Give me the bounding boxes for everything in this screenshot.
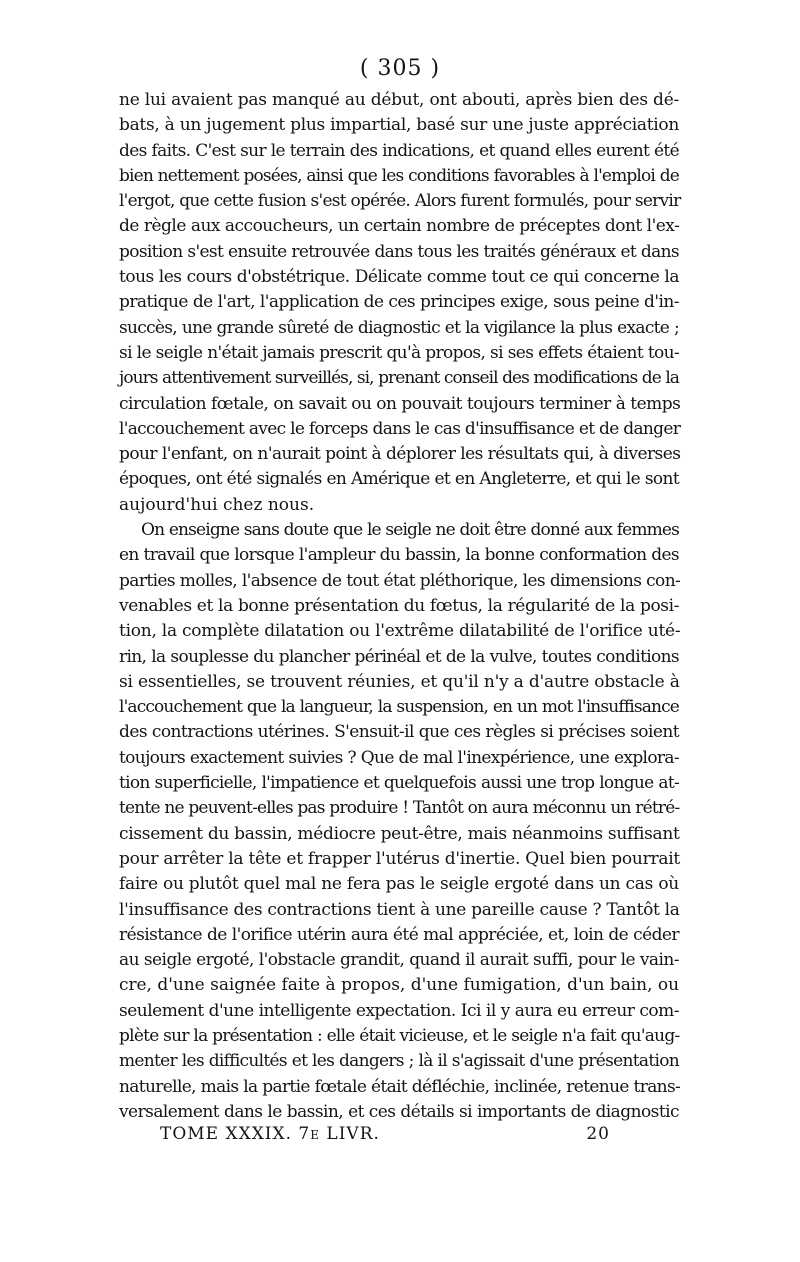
signature-mark: TOME XXXIX. 7e LIVR.	[160, 1124, 380, 1144]
text-line: des contractions utérines. S'ensuit-il que ces règles si précises soient	[119, 722, 680, 743]
text-line: si essentielles, se trouvent réunies, et qu'il n'y a d'autre obstacle à	[119, 671, 680, 692]
text-line: tente ne peuvent-elles pas produire ! Tantôt on aura méconnu un rétré-	[119, 798, 680, 819]
text-line: plète sur la présentation : elle était vicieuse, et le seigle n'a fait qu'aug-	[119, 1025, 680, 1046]
text-line: bats, à un jugement plus impartial, basé sur une juste appréciation	[119, 115, 679, 136]
text-line: de règle aux accoucheurs, un certain nombre de préceptes dont l'ex-	[119, 216, 680, 237]
text-line: en travail que lorsque l'ampleur du bassin, la bonne conformation des	[119, 545, 679, 566]
text-line: l'insuffisance des contractions tient à une pareille cause ? Tantôt la	[119, 899, 680, 920]
text-line: au seigle ergoté, l'obstacle grandit, quand il aurait suffi, pour le vain-	[119, 950, 679, 971]
text-line: résistance de l'orifice utérin aura été mal appréciée, et, loin de céder	[119, 924, 679, 945]
text-line: cissement du bassin, médiocre peut-être, mais néanmoins suffisant	[119, 823, 680, 844]
text-line: l'ergot, que cette fusion s'est opérée. Alors furent formulés, pour servir	[119, 191, 681, 212]
text-line: pour arrêter la tête et frapper l'utérus d'inertie. Quel bien pourrait	[119, 848, 680, 869]
text-line: jours attentivement surveillés, si, prenant conseil des modifications de la	[119, 368, 679, 389]
text-line: tion superficielle, l'impatience et quelquefois aussi une trop longue at-	[119, 773, 679, 794]
sheet-number: 20	[586, 1124, 610, 1144]
text-line: cre, d'une saignée faite à propos, d'une fumigation, d'un bain, ou	[119, 975, 679, 996]
text-line: pratique de l'art, l'application de ces principes exige, sous peine d'in-	[119, 292, 679, 313]
text-line: l'accouchement avec le forceps dans le cas d'insuffisance et de danger	[119, 418, 681, 439]
text-line: des faits. C'est sur le terrain des indications, et quand elles eurent été	[119, 140, 679, 161]
page-number: ( 305 )	[359, 56, 441, 81]
text-line: versalement dans le bassin, et ces détails si importants de diagnostic	[119, 1101, 679, 1122]
text-line: si le seigle n'était jamais prescrit qu'à propos, si ses effets étaient tou-	[119, 342, 679, 363]
text-line: bien nettement posées, ainsi que les conditions favorables à l'emploi de	[119, 165, 679, 186]
body-text	[119, 88, 679, 1125]
text-line: faire ou plutôt quel mal ne fera pas le seigle ergoté dans un cas où	[119, 874, 679, 895]
text-line: On enseigne sans doute que le seigle ne doit être donné aux femmes	[141, 520, 679, 541]
text-line: venables et la bonne présentation du fœtus, la régularité de la posi-	[119, 595, 679, 616]
text-line: circulation fœtale, on savait ou on pouvait toujours terminer à temps	[119, 393, 681, 414]
text-line: ne lui avaient pas manqué au début, ont abouti, après bien des dé-	[119, 90, 679, 110]
text-line: tous les cours d'obstétrique. Délicate comme tout ce qui concerne la	[119, 267, 679, 288]
text-line: rin, la souplesse du plancher périnéal et de la vulve, toutes conditions	[119, 646, 679, 667]
text-line: parties molles, l'absence de tout état pléthorique, les dimensions con-	[119, 570, 681, 591]
text-line: position s'est ensuite retrouvée dans tous les traités généraux et dans	[119, 241, 679, 262]
text-line: toujours exactement suivies ? Que de mal l'inexpérience, une explora-	[119, 747, 679, 768]
text-line: succès, une grande sûreté de diagnostic et la vigilance la plus exacte ;	[119, 317, 679, 338]
text-line: époques, ont été signalés en Amérique et en Angleterre, et qui le sont	[119, 469, 679, 490]
text-line: menter les difficultés et les dangers ; là il s'agissait d'une présentation	[119, 1051, 679, 1072]
text-line: tion, la complète dilatation ou l'extrême dilatabilité de l'orifice uté-	[119, 621, 681, 642]
text-line: naturelle, mais la partie fœtale était défléchie, inclinée, retenue trans-	[119, 1076, 681, 1097]
text-line: l'accouchement que la langueur, la suspension, en un mot l'insuffisance	[119, 697, 679, 718]
text-line: aujourd'hui chez nous.	[119, 494, 315, 515]
text-line: seulement d'une intelligente expectation. Ici il y aura eu erreur com-	[119, 1000, 679, 1021]
text-line: pour l'enfant, on n'aurait point à déplorer les résultats qui, à diverses	[119, 444, 681, 465]
